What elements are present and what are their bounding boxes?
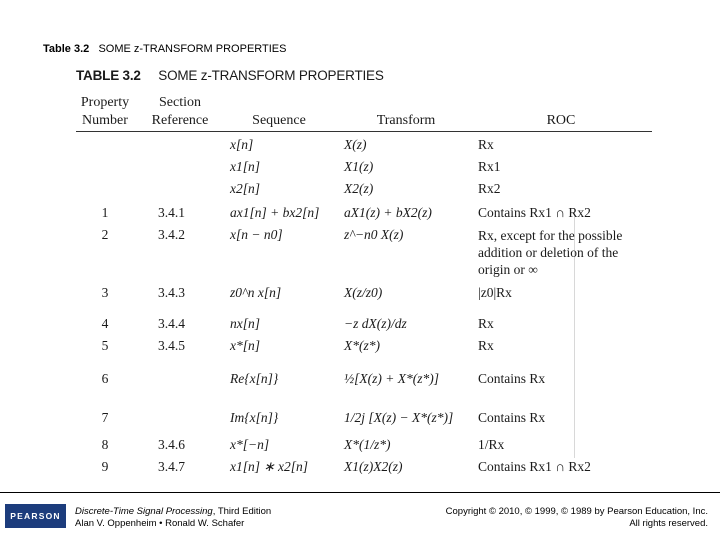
row-section-reference: 3.4.6: [158, 437, 185, 452]
properties-table-image: [76, 68, 652, 478]
slide-title-number: Table 3.2: [43, 43, 90, 55]
table-caption-label: TABLE 3.2: [76, 68, 141, 83]
row-transform: aX1(z) + bX2(z): [344, 205, 432, 220]
footer-book-info: [75, 506, 271, 530]
header-transform: Transform: [376, 113, 436, 128]
footer-copyright: Copyright © 2010, © 1999, © 1989 by Pearson Education, Inc.: [445, 506, 708, 517]
row-transform: X(z/z0): [344, 285, 383, 300]
row-roc: Rx: [478, 338, 494, 353]
row-sequence: x1[n] ∗ x2[n]: [230, 459, 309, 474]
row-property-number: 3: [101, 285, 109, 300]
footer-authors: Alan V. Oppenheim • Ronald W. Schafer: [75, 518, 245, 529]
row-property-number: 1: [101, 205, 109, 220]
row-section-reference: 3.4.3: [158, 285, 185, 300]
row-roc: 1/Rx: [478, 437, 505, 452]
row-sequence: Im{x[n]}: [230, 410, 279, 425]
slide-title-text: SOME z-TRANSFORM PROPERTIES: [98, 43, 287, 55]
row-roc: Contains Rx: [478, 410, 546, 425]
row-property-number: 7: [101, 410, 109, 425]
footer-copyright-block: [446, 506, 708, 530]
header-property-number: [76, 94, 134, 130]
header-section-line2: Reference: [151, 113, 209, 128]
row-section-reference: 3.4.7: [158, 459, 185, 474]
footer-rights: All rights reserved.: [629, 518, 708, 529]
row-section-reference: 3.4.5: [158, 338, 185, 353]
row-transform: z^−n0 X(z): [344, 227, 404, 242]
row-sequence: nx[n]: [230, 316, 260, 331]
header-property-line2: Number: [82, 113, 128, 128]
row-roc: Rx: [478, 137, 494, 152]
table-caption: [76, 68, 384, 83]
row-roc: Rx2: [478, 181, 501, 196]
row-sequence: x*[−n]: [230, 437, 270, 452]
row-roc: Rx1: [478, 159, 501, 174]
row-transform: X2(z): [344, 181, 374, 196]
row-sequence: x2[n]: [230, 181, 260, 196]
row-roc: |z0|Rx: [478, 285, 512, 300]
row-roc: Contains Rx1 ∩ Rx2: [478, 459, 591, 474]
header-sequence: Sequence: [252, 113, 306, 128]
row-transform: X1(z): [344, 159, 374, 174]
header-roc: ROC: [546, 113, 576, 128]
row-transform: X*(z*): [344, 338, 380, 353]
row-property-number: 2: [101, 227, 109, 242]
pearson-logo: PEARSON: [5, 504, 66, 528]
row-property-number: 8: [101, 437, 109, 452]
row-transform: 1/2j [X(z) − X*(z*)]: [344, 410, 454, 425]
header-property-line1: Property: [80, 95, 130, 110]
row-transform: −z dX(z)/dz: [344, 316, 407, 331]
row-transform: X(z): [344, 137, 367, 152]
row-sequence: x[n − n0]: [230, 227, 283, 242]
row-roc: Rx: [478, 316, 494, 331]
header-section-reference: [146, 94, 214, 130]
row-transform: X1(z)X2(z): [344, 459, 403, 474]
row-sequence: x*[n]: [230, 338, 260, 353]
footer-divider: [0, 492, 720, 493]
row-roc: Contains Rx1 ∩ Rx2: [478, 205, 591, 220]
table-caption-text: SOME z-TRANSFORM PROPERTIES: [158, 68, 384, 83]
footer-book-title: Discrete-Time Signal Processing: [75, 506, 213, 517]
row-section-reference: 3.4.4: [158, 316, 185, 331]
header-section-line1: Section: [159, 95, 201, 110]
row-property-number: 9: [101, 459, 109, 474]
row-transform: ½[X(z) + X*(z*)]: [344, 371, 439, 386]
row-section-reference: 3.4.1: [158, 205, 185, 220]
row-sequence: ax1[n] + bx2[n]: [230, 205, 320, 220]
row-sequence: Re{x[n]}: [230, 371, 279, 386]
row-property-number: 6: [101, 371, 109, 386]
row-sequence: z0^n x[n]: [230, 285, 282, 300]
row-sequence: x[n]: [230, 137, 254, 152]
footer-edition: , Third Edition: [212, 506, 272, 517]
row-sequence: x1[n]: [230, 159, 260, 174]
row-property-number: 4: [101, 316, 109, 331]
row-section-reference: 3.4.2: [158, 227, 185, 242]
row-roc: Contains Rx: [478, 371, 546, 386]
row-roc: Rx, except for the possible addition or deletion of the origin or ∞: [478, 228, 623, 277]
header-rule: [76, 131, 652, 132]
row-property-number: 5: [101, 338, 109, 353]
row-transform: X*(1/z*): [344, 437, 391, 452]
slide-title: [43, 43, 286, 55]
